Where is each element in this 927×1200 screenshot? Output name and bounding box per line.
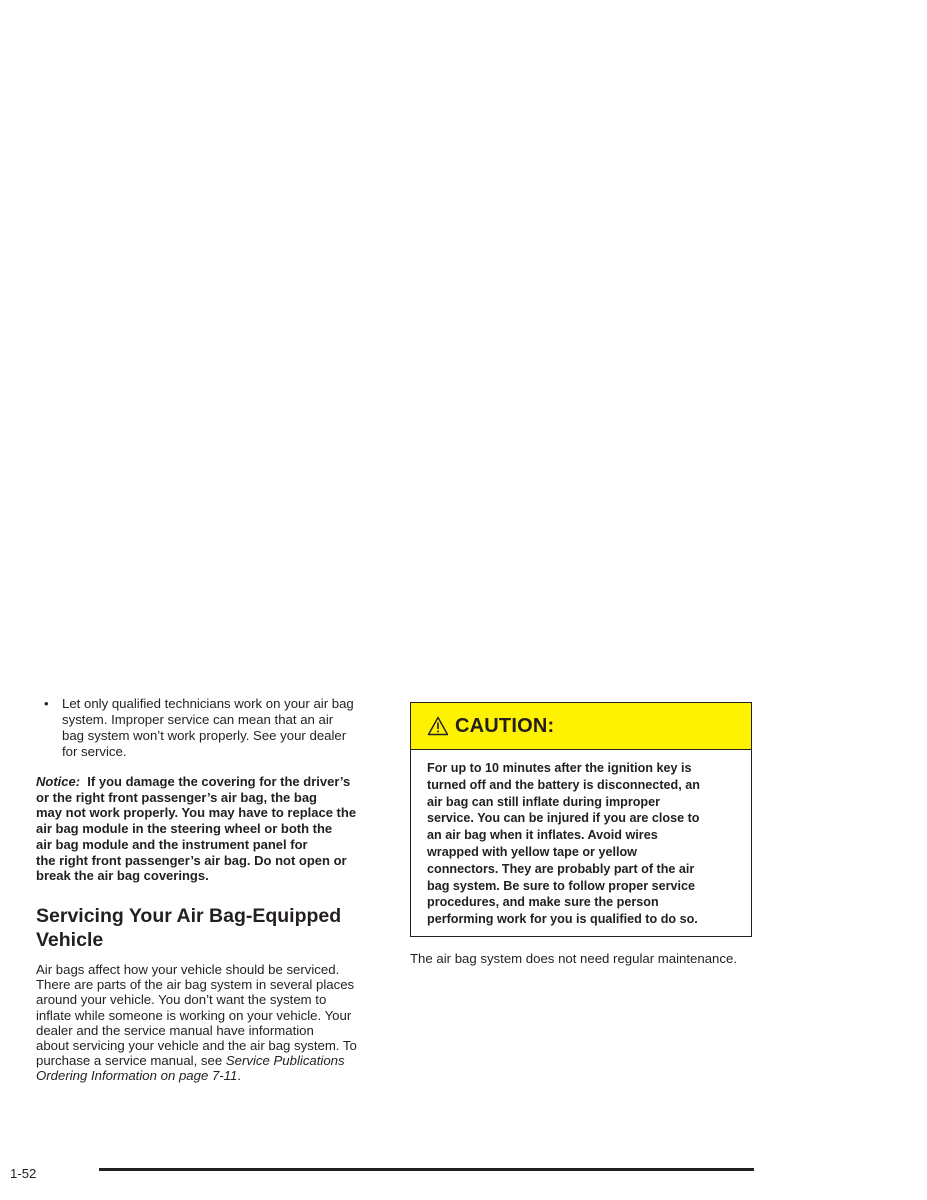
caution-box bbox=[410, 702, 752, 937]
bullet-dot: • bbox=[44, 696, 49, 711]
notice-text: If you damage the covering for the driver’s or the right front passenger’s air bag, the bag may not work properly. You may have to replace the air bag module in the steering wheel or both the air bag module and the instrument panel for the right front passenger’s air bag. Do not open or break the air bag coverings. bbox=[36, 774, 357, 884]
section-heading: Servicing Your Air Bag-Equipped Vehicle bbox=[36, 904, 342, 951]
body-text: Air bags affect how your vehicle should be serviced. There are parts of the air bag system in several places around your vehicle. You don’t want the system to inflate while someone is working on your vehicle. Your dealer and the service manual have information about servicing your vehicle and the air bag system. To purchase a service manual, see bbox=[36, 961, 357, 1069]
left-column bbox=[36, 696, 386, 1084]
caution-text: For up to 10 minutes after the ignition key is turned off and the battery is disconnected, an air bag can still inflate during improper service. You can be injured if you are close to an air bag when it inflates. Avoid wires wrapped with yellow tape or yellow connectors. They are probably part of the air bag system. Be sure to follow proper service procedures, and make sure the person performing work for you is qualified to do so. bbox=[427, 761, 700, 927]
warning-triangle-icon bbox=[427, 716, 449, 736]
body-end: . bbox=[237, 1068, 242, 1084]
bullet-text: Let only qualified technicians work on your air bag system. Improper service can mean that an air bag system won’t work properly. See your dealer for service. bbox=[62, 696, 354, 759]
maintenance-paragraph: The air bag system does not need regular maintenance. bbox=[410, 951, 737, 966]
notice-paragraph bbox=[36, 774, 386, 884]
list-item bbox=[36, 696, 386, 760]
footer-rule bbox=[99, 1168, 754, 1171]
page-number: 1-52 bbox=[10, 1166, 37, 1181]
notice-label: Notice: bbox=[36, 774, 81, 789]
body-paragraph bbox=[36, 962, 386, 1084]
cross-reference: Service Publications Ordering Information on page 7-11 bbox=[36, 1053, 345, 1084]
caution-title: CAUTION: bbox=[455, 714, 555, 737]
caution-header bbox=[411, 703, 751, 750]
